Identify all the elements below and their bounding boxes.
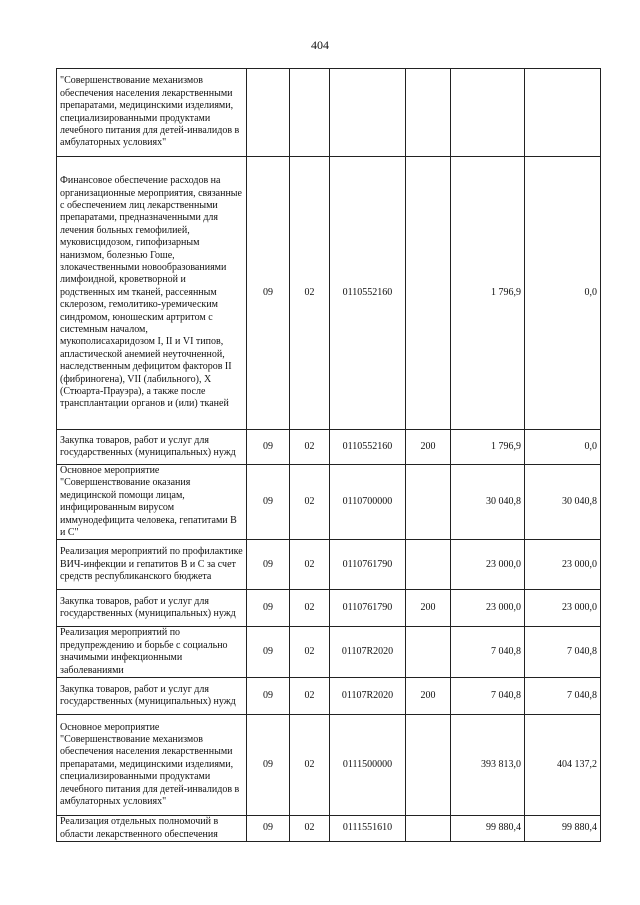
subsection-code-cell: 02 xyxy=(290,627,330,678)
target-article-cell: 0110700000 xyxy=(330,465,406,540)
target-article-cell: 0110552160 xyxy=(330,430,406,465)
amount-first-year-cell: 7 040,8 xyxy=(451,678,525,715)
amount-second-year-cell: 99 880,4 xyxy=(525,816,601,842)
expense-type-cell xyxy=(406,69,451,157)
table-row xyxy=(57,816,601,842)
expense-type-cell xyxy=(406,540,451,590)
amount-second-year-cell: 23 000,0 xyxy=(525,540,601,590)
table-row xyxy=(57,465,601,540)
table-row xyxy=(57,69,601,157)
section-code-cell xyxy=(247,69,290,157)
amount-second-year-cell: 404 137,2 xyxy=(525,715,601,816)
amount-second-year-cell: 7 040,8 xyxy=(525,627,601,678)
target-article-cell: 0111551610 xyxy=(330,816,406,842)
expense-type-cell xyxy=(406,816,451,842)
amount-first-year-cell: 30 040,8 xyxy=(451,465,525,540)
subsection-code-cell: 02 xyxy=(290,715,330,816)
subsection-code-cell xyxy=(290,69,330,157)
section-code-cell: 09 xyxy=(247,540,290,590)
amount-second-year-cell: 7 040,8 xyxy=(525,678,601,715)
amount-first-year-cell: 1 796,9 xyxy=(451,157,525,430)
row-name-cell: Финансовое обеспечение расходов на организационные мероприятия, связанные с обеспечением лиц лекарственными препаратами, предназначенными для лечения больных гемофилией, муковисцидозом, гипофизарным нанизмом, болезнью Гоше, злокачественными новообразованиями лимфоидной, кроветворной и родственных им тканей, рассеянным склерозом, гемолитико-уремическим синдромом, юношеским артритом с системным началом, мукополисахаридозом I, II и VI типов, апластической анемией неуточненной, наследственным дефицитом факторов II (фибриногена), VII (лабильного), X (Стюарта-Прауэра), а также после трансплантации органов и (или) тканей xyxy=(57,157,247,430)
amount-first-year-cell: 23 000,0 xyxy=(451,540,525,590)
row-name-cell: Основное мероприятие "Совершенствование механизмов обеспечения населения лекарственными препаратами, медицинскими изделиями, специализированными продуктами лечебного питания для детей-инвалидов в амбулаторных условиях" xyxy=(57,715,247,816)
amount-first-year-cell: 23 000,0 xyxy=(451,590,525,627)
amount-first-year-cell: 1 796,9 xyxy=(451,430,525,465)
amount-second-year-cell xyxy=(525,69,601,157)
expense-type-cell: 200 xyxy=(406,678,451,715)
amount-first-year-cell xyxy=(451,69,525,157)
row-name-cell: Реализация мероприятий по предупреждению и борьбе с социально значимыми инфекционными заболеваниями xyxy=(57,627,247,678)
section-code-cell: 09 xyxy=(247,430,290,465)
section-code-cell: 09 xyxy=(247,465,290,540)
table-row xyxy=(57,540,601,590)
row-name-cell: Закупка товаров, работ и услуг для государственных (муниципальных) нужд xyxy=(57,430,247,465)
target-article-cell: 0111500000 xyxy=(330,715,406,816)
subsection-code-cell: 02 xyxy=(290,816,330,842)
table-row xyxy=(57,590,601,627)
expense-type-cell xyxy=(406,627,451,678)
expense-type-cell: 200 xyxy=(406,590,451,627)
row-name-cell: Реализация мероприятий по профилактике ВИЧ-инфекции и гепатитов В и С за счет средств республиканского бюджета xyxy=(57,540,247,590)
amount-first-year-cell: 99 880,4 xyxy=(451,816,525,842)
section-code-cell: 09 xyxy=(247,590,290,627)
subsection-code-cell: 02 xyxy=(290,430,330,465)
page-number: 404 xyxy=(311,38,329,52)
budget-table xyxy=(56,68,601,842)
target-article-cell xyxy=(330,69,406,157)
expense-type-cell xyxy=(406,715,451,816)
section-code-cell: 09 xyxy=(247,715,290,816)
amount-second-year-cell: 0,0 xyxy=(525,430,601,465)
row-name-cell: Закупка товаров, работ и услуг для государственных (муниципальных) нужд xyxy=(57,590,247,627)
subsection-code-cell: 02 xyxy=(290,678,330,715)
section-code-cell: 09 xyxy=(247,157,290,430)
expense-type-cell xyxy=(406,465,451,540)
subsection-code-cell: 02 xyxy=(290,540,330,590)
amount-first-year-cell: 393 813,0 xyxy=(451,715,525,816)
table-row xyxy=(57,678,601,715)
table-body xyxy=(57,69,601,842)
section-code-cell: 09 xyxy=(247,816,290,842)
expense-type-cell xyxy=(406,157,451,430)
table-row xyxy=(57,627,601,678)
section-code-cell: 09 xyxy=(247,678,290,715)
table-row xyxy=(57,157,601,430)
amount-first-year-cell: 7 040,8 xyxy=(451,627,525,678)
subsection-code-cell: 02 xyxy=(290,465,330,540)
target-article-cell: 0110552160 xyxy=(330,157,406,430)
target-article-cell: 0110761790 xyxy=(330,540,406,590)
table-row xyxy=(57,715,601,816)
amount-second-year-cell: 30 040,8 xyxy=(525,465,601,540)
row-name-cell: Реализация отдельных полномочий в области лекарственного обеспечения xyxy=(57,816,247,842)
subsection-code-cell: 02 xyxy=(290,590,330,627)
target-article-cell: 01107R2020 xyxy=(330,678,406,715)
amount-second-year-cell: 23 000,0 xyxy=(525,590,601,627)
row-name-cell: Основное мероприятие "Совершенствование оказания медицинской помощи лицам, инфицированным вирусом иммунодефицита человека, гепатитами В и С" xyxy=(57,465,247,540)
section-code-cell: 09 xyxy=(247,627,290,678)
table-row xyxy=(57,430,601,465)
row-name-cell: "Совершенствование механизмов обеспечения населения лекарственными препаратами, медицинскими изделиями, специализированными продуктами лечебного питания для детей-инвалидов в амбулаторных условиях" xyxy=(57,69,247,157)
target-article-cell: 01107R2020 xyxy=(330,627,406,678)
subsection-code-cell: 02 xyxy=(290,157,330,430)
row-name-cell: Закупка товаров, работ и услуг для государственных (муниципальных) нужд xyxy=(57,678,247,715)
expense-type-cell: 200 xyxy=(406,430,451,465)
amount-second-year-cell: 0,0 xyxy=(525,157,601,430)
target-article-cell: 0110761790 xyxy=(330,590,406,627)
